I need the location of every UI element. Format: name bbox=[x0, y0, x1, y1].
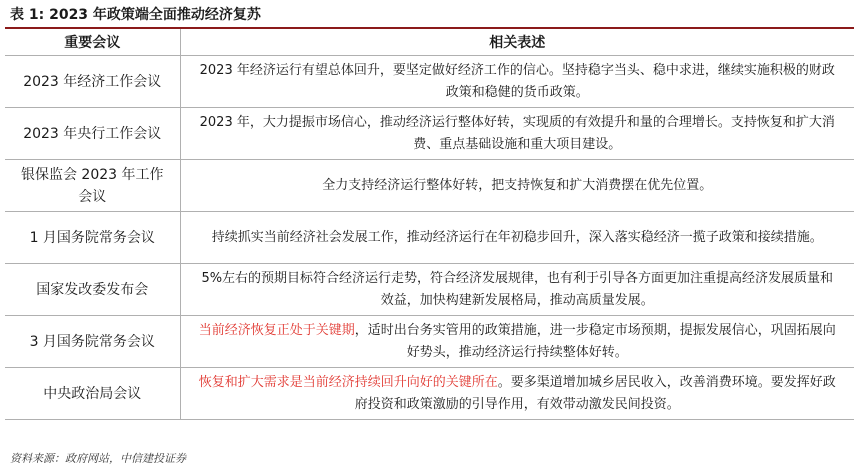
table-header-row bbox=[5, 29, 854, 56]
meeting-cell: 银保监会 2023 年工作会议 bbox=[5, 160, 180, 212]
description-cell bbox=[180, 316, 854, 368]
table-row bbox=[5, 56, 854, 108]
meeting-cell: 1 月国务院常务会议 bbox=[5, 212, 180, 264]
description-cell bbox=[180, 368, 854, 420]
description-text: 持续抓实当前经济社会发展工作，推动经济运行在年初稳步回升，深入落实稳经济一揽子政策和接续措施。 bbox=[211, 229, 823, 245]
description-text: 5%左右的预期目标符合经济运行走势，符合经济发展规律，也有利于引导各方面更加注重提高经济发展质量和效益，加快构建新发展格局，推动高质量发展。 bbox=[201, 270, 834, 308]
meeting-cell: 3 月国务院常务会议 bbox=[5, 316, 180, 368]
description-text: 。要多渠道增加城乡居民收入，改善消费环境。要发挥好政府投资和政策激励的引导作用，有效带动激发民间投资。 bbox=[354, 374, 836, 412]
description-cell bbox=[180, 56, 854, 108]
description-text: 2023 年经济运行有望总体回升，要坚定做好经济工作的信心。坚持稳字当头、稳中求进，继续实施积极的财政政策和稳健的货币政策。 bbox=[199, 62, 835, 100]
description-text: 2023 年，大力提振市场信心，推动经济运行整体好转，实现质的有效提升和量的合理增长。支持恢复和扩大消费、重点基础设施和重大项目建设。 bbox=[199, 114, 835, 152]
table-title: 表 1: 2023 年政策端全面推动经济复苏 bbox=[10, 7, 261, 23]
highlight-text: 恢复和扩大需求是当前经济持续回升向好的关键所在 bbox=[198, 374, 498, 390]
meeting-cell: 2023 年央行工作会议 bbox=[5, 108, 180, 160]
meeting-cell: 2023 年经济工作会议 bbox=[5, 56, 180, 108]
meeting-cell: 国家发改委发布会 bbox=[5, 264, 180, 316]
policy-table bbox=[5, 29, 854, 420]
description-text: 全力支持经济运行整体好转，把支持恢复和扩大消费摆在优先位置。 bbox=[322, 177, 713, 193]
table-row bbox=[5, 108, 854, 160]
description-text: ，适时出台务实管用的政策措施，进一步稳定市场预期，提振发展信心，巩固拓展向好势头，推动经济运行持续整体好转。 bbox=[354, 322, 836, 360]
header-description: 相关表述 bbox=[180, 29, 854, 56]
meeting-cell: 中央政治局会议 bbox=[5, 368, 180, 420]
table-row bbox=[5, 264, 854, 316]
table-row bbox=[5, 316, 854, 368]
header-meeting: 重要会议 bbox=[5, 29, 180, 56]
source-note: 资料来源：政府网站，中信建投证券 bbox=[10, 452, 186, 465]
description-cell bbox=[180, 160, 854, 212]
description-cell bbox=[180, 212, 854, 264]
table-row bbox=[5, 368, 854, 420]
policy-table-container bbox=[5, 29, 854, 420]
table-row bbox=[5, 212, 854, 264]
table-row bbox=[5, 160, 854, 212]
highlight-text: 当前经济恢复正处于关键期 bbox=[198, 322, 355, 338]
description-cell bbox=[180, 108, 854, 160]
description-cell bbox=[180, 264, 854, 316]
